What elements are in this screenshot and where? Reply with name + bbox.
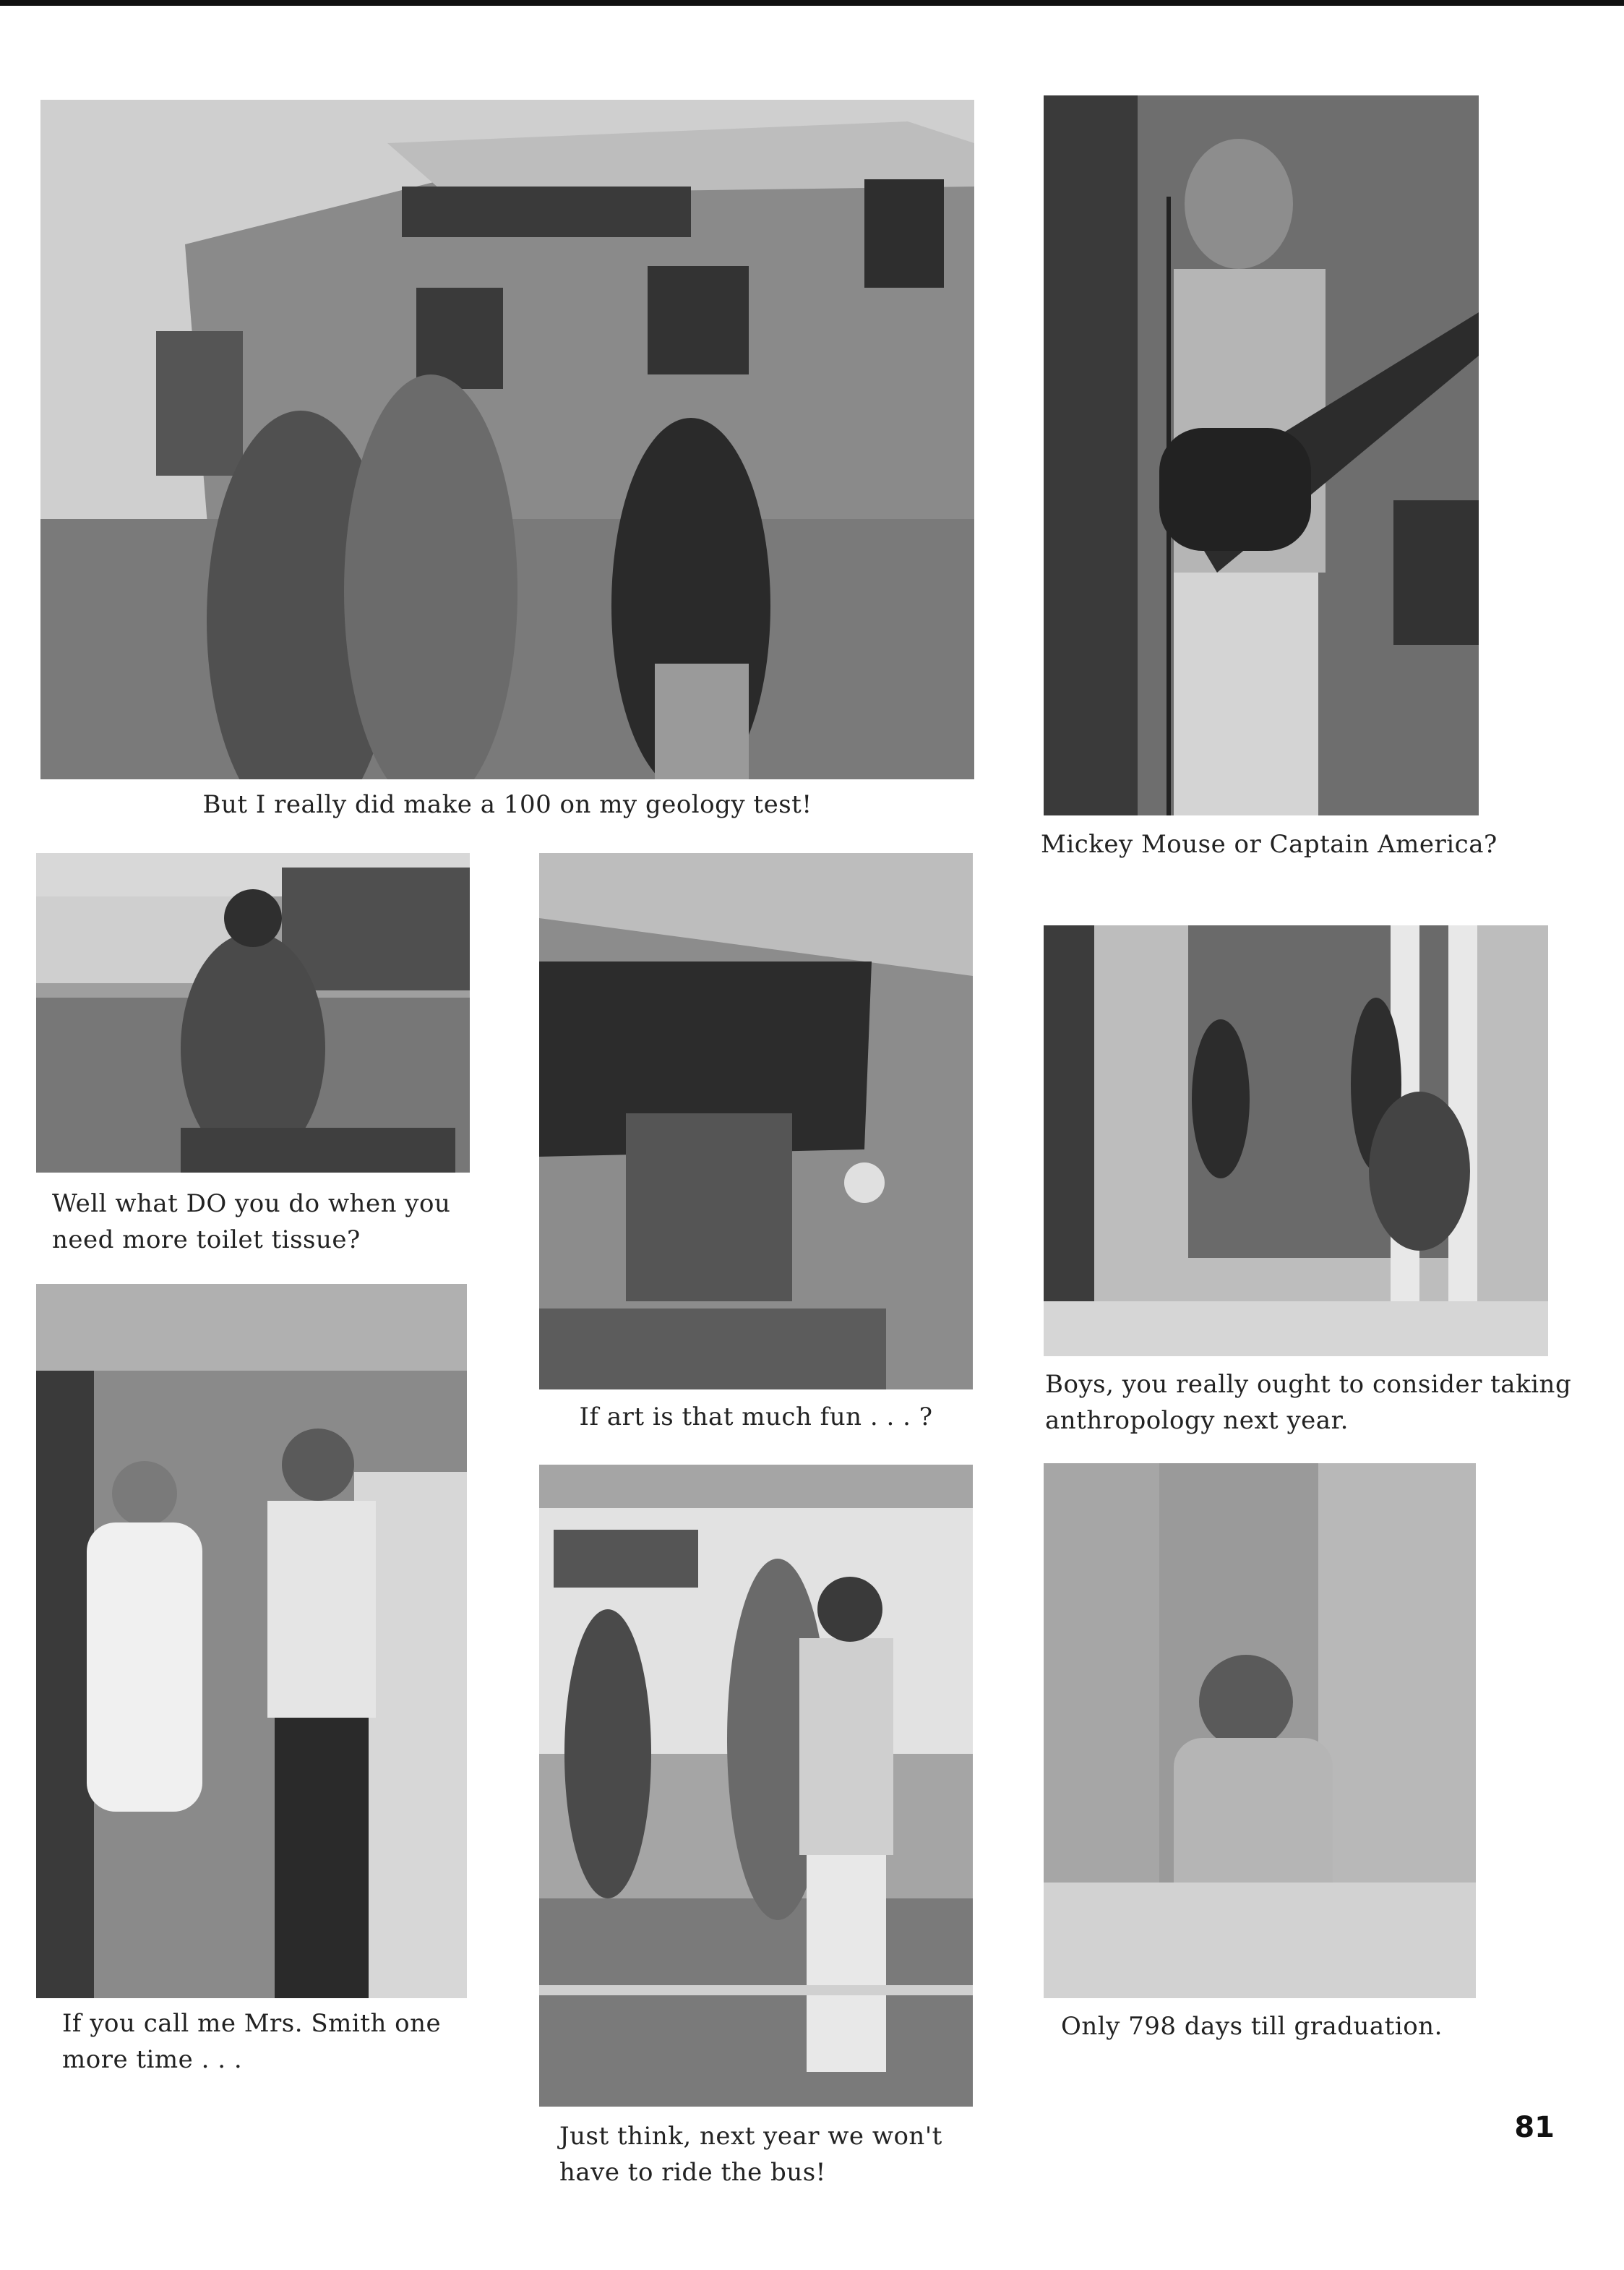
caption-mrs-smith-line1: If you call me Mrs. Smith one — [62, 2009, 442, 2038]
caption-geology: But I really did make a 100 on my geology test! — [202, 790, 812, 819]
photo-geology — [40, 100, 974, 779]
caption-mickey: Mickey Mouse or Captain America? — [1041, 830, 1498, 859]
photo-mrs-smith — [36, 1284, 467, 1998]
caption-art: If art is that much fun . . . ? — [579, 1402, 933, 1431]
photo-graduation — [1044, 1463, 1476, 1998]
photo-anthropology — [1044, 925, 1548, 1356]
caption-mrs-smith-line2: more time . . . — [62, 2045, 243, 2074]
caption-bus-line1: Just think, next year we won't — [559, 2122, 942, 2151]
page-number: 81 — [1514, 2111, 1555, 2144]
caption-tissue-line1: Well what DO you do when you — [52, 1189, 451, 1218]
caption-tissue-line2: need more toilet tissue? — [52, 1225, 361, 1254]
photo-tissue — [36, 853, 470, 1173]
caption-graduation: Only 798 days till graduation. — [1061, 2012, 1443, 2041]
top-rule — [0, 0, 1624, 6]
photo-mickey — [1044, 95, 1479, 815]
caption-bus-line2: have to ride the bus! — [559, 2158, 826, 2187]
photo-art — [539, 853, 973, 1389]
caption-anthropology-line1: Boys, you really ought to consider taking — [1045, 1370, 1572, 1399]
caption-anthropology-line2: anthropology next year. — [1045, 1406, 1349, 1435]
photo-bus — [539, 1465, 973, 2107]
